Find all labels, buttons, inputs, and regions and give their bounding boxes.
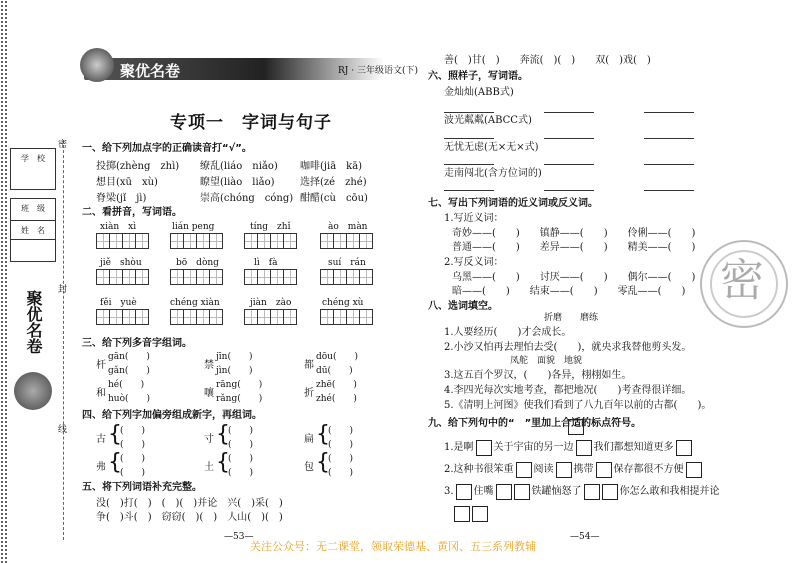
q4-blank[interactable]: ( ) bbox=[228, 468, 254, 478]
q3-char: 禁 bbox=[204, 360, 214, 371]
q3-reading[interactable]: zhé( ) bbox=[316, 394, 357, 404]
answer-line[interactable] bbox=[444, 190, 494, 191]
q9-text: 你怎么敢和我相提并论 bbox=[619, 486, 720, 497]
answer-line[interactable] bbox=[644, 112, 694, 113]
q9-text: 保存都很不方便 bbox=[613, 464, 684, 475]
q2-answer-grid[interactable] bbox=[96, 309, 148, 325]
mark-xian: 线 bbox=[58, 425, 68, 435]
q2-pinyin: chéng xù bbox=[322, 298, 364, 308]
punctuation-box[interactable] bbox=[676, 440, 692, 456]
q8-word-options: 凤舵 面貌 地貌 bbox=[510, 356, 583, 366]
q3-reading[interactable]: jīn( ) bbox=[216, 352, 253, 362]
q2-answer-grid[interactable] bbox=[244, 233, 296, 249]
q9-heading: 九、给下列句中的“ ”里加上合适的标点符号。 bbox=[428, 418, 642, 429]
q7-row[interactable]: 暗——( ) 结束——( ) 零乱——( ) bbox=[452, 286, 686, 297]
q2-answer-grid[interactable] bbox=[244, 309, 296, 325]
q3-char: 和 bbox=[96, 388, 106, 399]
page-number-right: —54— bbox=[570, 532, 600, 542]
q6-item: 走南闯北(含方位词的) bbox=[444, 168, 542, 179]
q2-answer-grid[interactable] bbox=[170, 269, 222, 285]
answer-line[interactable] bbox=[444, 138, 494, 139]
q4-char: 扁 bbox=[304, 434, 314, 445]
q2-pinyin: suí rán bbox=[328, 258, 366, 268]
q5-line[interactable]: 争( )斗( ) 窃窃( )( ) 人山( )( ) bbox=[96, 512, 283, 523]
q4-blank[interactable]: ( ) bbox=[228, 454, 254, 464]
q4-char: 包 bbox=[304, 462, 314, 473]
q2-answer-grid[interactable] bbox=[170, 309, 222, 325]
answer-line[interactable] bbox=[644, 190, 694, 191]
q2-answer-grid[interactable] bbox=[320, 233, 372, 249]
punctuation-box[interactable] bbox=[584, 484, 600, 500]
q4-blank[interactable]: ( ) bbox=[228, 440, 254, 450]
q4-char: 土 bbox=[204, 462, 214, 473]
q9-text: 携带 bbox=[573, 464, 594, 475]
q9-text: 阅读 bbox=[533, 464, 554, 475]
q9-text: 2.这种书很笨重 bbox=[444, 464, 514, 475]
q2-answer-grid[interactable] bbox=[170, 233, 222, 249]
answer-line[interactable] bbox=[544, 190, 594, 191]
q2-pinyin: jiě shòu bbox=[100, 258, 142, 268]
q7-row[interactable]: 奇妙——( ) 镇静——( ) 伶俐——( ) bbox=[452, 228, 696, 239]
q3-char: 都 bbox=[304, 360, 314, 371]
q1-item[interactable]: 想目(xū xù) bbox=[96, 177, 158, 188]
q4-blank[interactable]: ( ) bbox=[120, 440, 146, 450]
punctuation-box[interactable] bbox=[556, 462, 572, 478]
q4-char: 古 bbox=[96, 434, 106, 445]
q5-line[interactable]: 没( )打( ) ( )( )并论 兴( )采( ) bbox=[96, 498, 283, 509]
q3-heading: 三、给下列多音字组词。 bbox=[82, 338, 192, 349]
q3-char: 嚷 bbox=[204, 388, 214, 399]
q1-item[interactable]: 脊梁(jǐ jì) bbox=[96, 193, 147, 204]
name-label: 姓 名 bbox=[21, 226, 45, 235]
q3-reading[interactable]: gān( ) bbox=[108, 352, 150, 362]
q4-char: 寸 bbox=[204, 434, 214, 445]
q2-pinyin: chéng xiàn bbox=[170, 298, 220, 308]
q2-pinyin: bō dòng bbox=[176, 258, 219, 268]
q7-row[interactable]: 普通——( ) 差异——( ) 精美——( ) bbox=[452, 242, 696, 253]
answer-line[interactable] bbox=[644, 138, 694, 139]
q2-pinyin: tíng zhǐ bbox=[250, 222, 291, 232]
q9-text: 铁罐恼怒了 bbox=[531, 486, 582, 497]
q2-answer-grid[interactable] bbox=[96, 269, 148, 285]
q2-answer-grid[interactable] bbox=[244, 269, 296, 285]
q2-pinyin: lì fà bbox=[254, 258, 278, 268]
q9-text: 住嘴 bbox=[473, 486, 494, 497]
seal-line bbox=[63, 140, 64, 540]
q8-sentence[interactable]: 5.《清明上河图》使我们看到了八九百年以前的古都( )。 bbox=[444, 400, 712, 411]
q4-char: 弗 bbox=[96, 462, 106, 473]
q4-heading: 四、给下列字加偏旁组成新字，再组词。 bbox=[82, 410, 262, 421]
footer-promo: 关注公众号：无二课堂，领取荣德基、黄冈、五三系列教辅 bbox=[250, 540, 536, 553]
brand-vertical: 聚优名卷 bbox=[24, 290, 43, 354]
q5-heading: 五、将下列词语补充完整。 bbox=[82, 482, 202, 493]
q1-item[interactable]: 投掷(zhèng zhì) bbox=[96, 161, 180, 172]
q3-reading[interactable]: hé( ) bbox=[108, 380, 145, 390]
q8-sentence[interactable]: 4.李四光每次实地考查，都把地况( )考查得很详细。 bbox=[444, 385, 692, 396]
q3-reading[interactable]: gǎn( ) bbox=[108, 366, 150, 376]
punctuation-box[interactable] bbox=[456, 484, 472, 500]
q9-text: 关于宇宙的另一边 bbox=[493, 442, 574, 453]
q6-item: 波光粼粼(ABCC式) bbox=[444, 115, 532, 126]
q3-reading[interactable]: dū( ) bbox=[316, 366, 353, 376]
brand-title: 聚优名卷 bbox=[120, 62, 181, 80]
q4-blank[interactable]: ( ) bbox=[228, 426, 254, 436]
q1-item[interactable]: 酣醋(cù cōu) bbox=[300, 193, 368, 204]
q4-blank[interactable]: ( ) bbox=[328, 426, 354, 436]
q3-reading[interactable]: dōu( ) bbox=[316, 352, 358, 362]
q1-item[interactable]: 咖啡(jiā kā) bbox=[300, 161, 363, 172]
punctuation-box[interactable] bbox=[596, 462, 612, 478]
q5-continued[interactable]: 善( )甘( ) 奔流( )( ) 双( )戏( ) bbox=[444, 55, 651, 66]
q6-item: 无忧无虑(无×无×式) bbox=[444, 142, 539, 153]
punctuation-box[interactable] bbox=[568, 419, 584, 435]
q8-sentence[interactable]: 1.人要经历( )才会成长。 bbox=[444, 327, 572, 338]
brace-icon: { bbox=[316, 450, 330, 475]
school-field[interactable] bbox=[10, 148, 56, 190]
q4-blank[interactable]: ( ) bbox=[328, 440, 354, 450]
seal-char: 密 bbox=[720, 255, 764, 306]
q9-sentence-1 bbox=[444, 440, 692, 456]
school-label: 学 校 bbox=[21, 154, 45, 163]
brace-icon: { bbox=[108, 422, 122, 447]
answer-line[interactable] bbox=[444, 164, 494, 165]
q9-text: 我们都想知道更多 bbox=[593, 442, 674, 453]
q9-sentence-2 bbox=[444, 462, 702, 478]
punctuation-box[interactable] bbox=[454, 506, 470, 522]
q2-answer-grid[interactable] bbox=[320, 309, 372, 325]
q7-sub: 1.写近义词： bbox=[444, 213, 504, 224]
q4-blank[interactable]: ( ) bbox=[120, 426, 146, 436]
q6-heading: 六、照样子，写词语。 bbox=[428, 71, 528, 82]
q2-heading: 二、看拼音，写词语。 bbox=[82, 207, 182, 218]
punctuation-box[interactable] bbox=[472, 506, 488, 522]
answer-line[interactable] bbox=[544, 164, 594, 165]
q4-blank[interactable]: ( ) bbox=[328, 468, 354, 478]
punctuation-box[interactable] bbox=[476, 440, 492, 456]
q9-text: 3. bbox=[444, 486, 454, 497]
name-field[interactable] bbox=[10, 220, 56, 262]
q6-item: 金灿灿(ABB式) bbox=[444, 87, 514, 98]
punctuation-box[interactable] bbox=[496, 484, 512, 500]
page-title: 专项一 字词与句子 bbox=[170, 113, 332, 133]
q7-sub: 2.写反义词： bbox=[444, 257, 504, 268]
q2-answer-grid[interactable] bbox=[96, 233, 148, 249]
q7-heading: 七、写出下列词语的近义词或反义词。 bbox=[428, 198, 598, 209]
q3-reading[interactable]: huò( ) bbox=[108, 394, 151, 404]
answer-line[interactable] bbox=[544, 138, 594, 139]
q1-item[interactable]: 缭乱(liáo niǎo) bbox=[200, 161, 278, 172]
seal-stamp bbox=[700, 240, 788, 328]
q4-blank[interactable]: ( ) bbox=[328, 454, 354, 464]
brace-icon: { bbox=[216, 450, 230, 475]
q1-heading: 一、给下列加点字的正确读音打“√”。 bbox=[82, 143, 252, 154]
punctuation-box[interactable] bbox=[686, 462, 702, 478]
q9-sentence-3 bbox=[444, 484, 720, 500]
page-number-left: —53— bbox=[224, 532, 254, 542]
q8-heading: 八、选词填空。 bbox=[428, 301, 498, 312]
answer-line[interactable] bbox=[644, 164, 694, 165]
q3-reading[interactable]: zhē( ) bbox=[316, 380, 357, 390]
dotted-margin bbox=[0, 0, 8, 564]
answer-line[interactable] bbox=[544, 112, 594, 113]
q3-char: 折 bbox=[304, 388, 314, 399]
q8-word-options: 折磨 磨练 bbox=[544, 313, 599, 323]
q4-blank[interactable]: ( ) bbox=[120, 468, 146, 478]
q1-item[interactable]: 瞭望(liào liǎo) bbox=[200, 177, 275, 188]
q1-item[interactable]: 崇高(chóng cóng) bbox=[200, 193, 294, 204]
q3-reading[interactable]: jìn( ) bbox=[216, 366, 253, 376]
q2-answer-grid[interactable] bbox=[320, 269, 372, 285]
q4-blank[interactable]: ( ) bbox=[120, 454, 146, 464]
brand-emblem-icon bbox=[14, 372, 52, 410]
mark-mi: 密 bbox=[58, 140, 68, 150]
mark-feng: 封 bbox=[58, 285, 68, 295]
answer-line[interactable] bbox=[444, 112, 494, 113]
punctuation-box[interactable] bbox=[516, 462, 532, 478]
q2-pinyin: fěi yuè bbox=[100, 298, 137, 308]
q3-reading[interactable]: rǎng( ) bbox=[216, 394, 263, 404]
grade-label: RJ · 三年级语文(下) bbox=[338, 66, 418, 76]
q2-pinyin: lián peng bbox=[172, 222, 215, 232]
q2-pinyin: xiàn xì bbox=[100, 222, 137, 232]
q3-char: 杆 bbox=[96, 360, 106, 371]
punctuation-box[interactable] bbox=[514, 484, 530, 500]
brace-icon: { bbox=[216, 422, 230, 447]
q2-pinyin: ào màn bbox=[328, 222, 368, 232]
brace-icon: { bbox=[316, 422, 330, 447]
q3-reading[interactable]: rāng( ) bbox=[216, 380, 263, 390]
q8-sentence[interactable]: 3.这五百个罗汉，( )各异，栩栩如生。 bbox=[444, 370, 632, 381]
q9-text: 1.是啊 bbox=[444, 442, 474, 453]
class-label: 班 级 bbox=[21, 204, 45, 213]
q7-row[interactable]: 乌黑——( ) 讨厌——( ) 偶尔——( ) bbox=[452, 272, 696, 283]
q8-sentence[interactable]: 2.小沙又怕再去理怕去受( )，就央求我替他剪头发。 bbox=[444, 342, 692, 353]
brace-icon: { bbox=[108, 450, 122, 475]
q1-item[interactable]: 选择(zé zhé) bbox=[300, 177, 367, 188]
q9-trailing-boxes bbox=[454, 506, 488, 522]
q2-pinyin: jiàn zào bbox=[250, 298, 292, 308]
punctuation-box[interactable] bbox=[576, 440, 592, 456]
brand-logo-icon bbox=[80, 48, 114, 82]
punctuation-box[interactable] bbox=[602, 484, 618, 500]
